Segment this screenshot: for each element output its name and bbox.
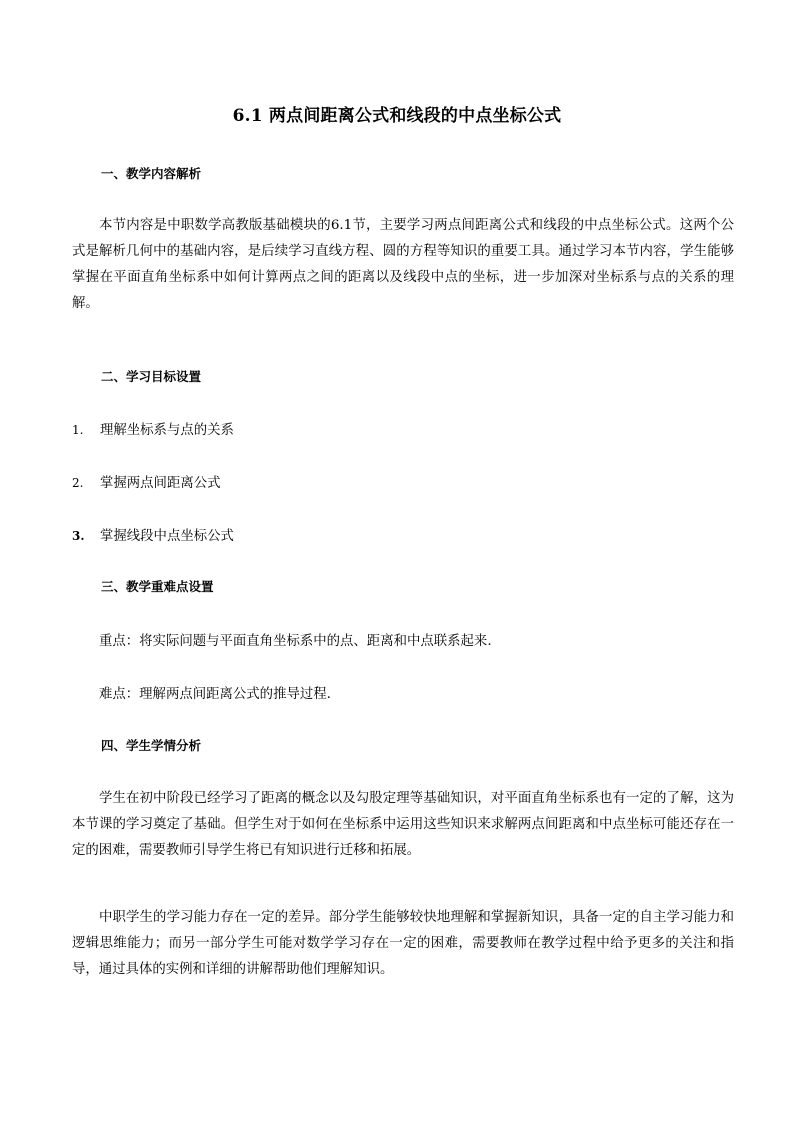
paragraph-student-analysis-1: 学生在初中阶段已经学习了距离的概念以及勾股定理等基础知识，对平面直角坐标系也有一定的了解，这为本节课的学习奠定了基础。但学生对于如何在坐标系中运用这些知识来求解两点间距离和中点坐标可能还存在一定的困难，需要教师引导学生将已有知识进行迁移和拓展。 — [72, 791, 734, 858]
list-item-text: 掌握两点间距离公式 — [100, 476, 221, 491]
paragraph-content-analysis: 本节内容是中职数学高教版基础模块的6.1节，主要学习两点间距离公式和线段的中点坐标公式。这两个公式是解析几何中的基础内容，是后续学习直线方程、圆的方程等知识的重要工具。通过学习本节内容，学生能够掌握在平面直角坐标系中如何计算两点之间的距离以及线段中点的坐标，进一步加深对坐标系与点的关系的理解。 — [72, 218, 734, 311]
section-heading-learning-goals: 二、学习目标设置 — [101, 369, 202, 384]
list-item-goal-2 — [72, 473, 221, 494]
list-item-goal-1 — [72, 420, 234, 441]
document-title: 6.1 两点间距离公式和线段的中点坐标公式 — [232, 106, 562, 126]
difficult-point-line: 难点：理解两点间距离公式的推导过程. — [99, 687, 331, 702]
list-number: 2. — [72, 476, 84, 490]
list-item-text: 理解坐标系与点的关系 — [100, 423, 234, 438]
key-point-line: 重点：将实际问题与平面直角坐标系中的点、距离和中点联系起来. — [99, 634, 492, 649]
list-item-text: 掌握线段中点坐标公式 — [100, 529, 234, 544]
paragraph-student-analysis-2: 中职学生的学习能力存在一定的差异。部分学生能够较快地理解和掌握新知识，具备一定的自主学习能力和逻辑思维能力；而另一部分学生可能对数学学习存在一定的困难，需要教师在教学过程中给予更多的关注和指导，通过具体的实例和详细的讲解帮助他们理解知识。 — [72, 910, 734, 977]
list-item-goal-3 — [72, 526, 234, 547]
list-number: 1. — [72, 423, 84, 437]
section-heading-content-analysis: 一、教学内容解析 — [101, 166, 202, 181]
list-number: 3. — [72, 529, 85, 543]
section-heading-student-analysis: 四、学生学情分析 — [101, 738, 202, 753]
section-heading-key-points: 三、教学重难点设置 — [101, 579, 214, 594]
